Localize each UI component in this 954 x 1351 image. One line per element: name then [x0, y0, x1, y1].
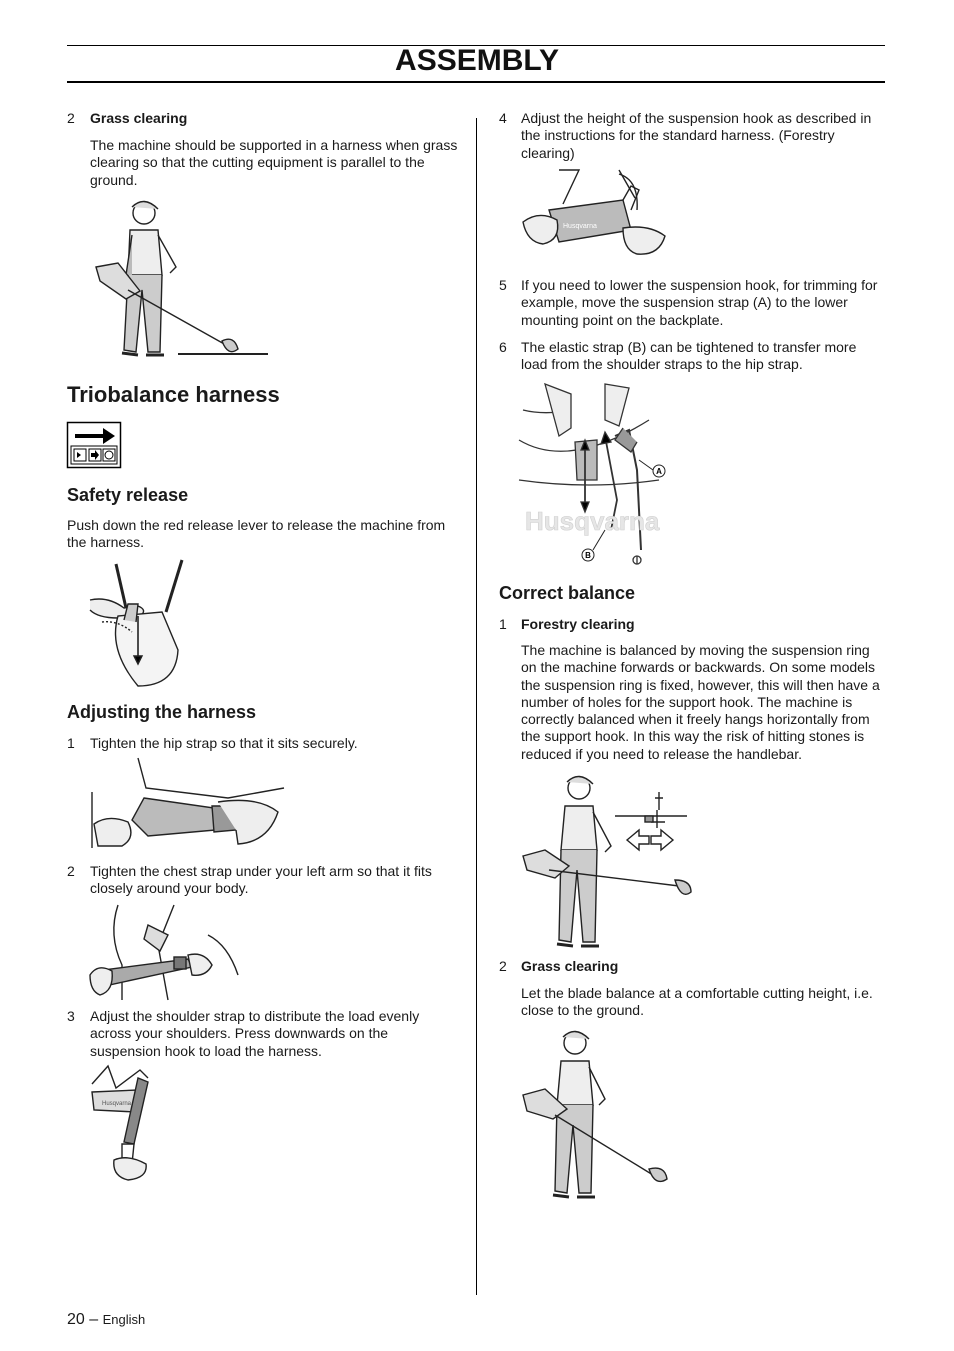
step-number: 4	[499, 110, 507, 126]
callout-b-label: B	[585, 551, 591, 560]
step-text: Adjust the shoulder strap to distribute the load evenly across your shoulders. Press downwards on the suspension hook to load the harness.	[90, 1008, 420, 1059]
suspension-hook-illustration	[519, 170, 674, 270]
step-number: 2	[67, 110, 75, 126]
callout-a-label: A	[656, 467, 662, 476]
grass-balance-illustration	[519, 1025, 674, 1200]
step-number: 6	[499, 339, 507, 355]
step-number: 2	[67, 863, 75, 879]
step-text: Adjust the height of the suspension hook as described in the instructions for the standard harness. (Forestry clearing)	[521, 110, 872, 161]
step-title: Forestry clearing	[521, 616, 635, 632]
brand-watermark: Husqvarna	[525, 506, 660, 536]
step-text: Let the blade balance at a comfortable cutting height, i.e. close to the ground.	[521, 985, 873, 1019]
chest-strap-illustration	[88, 905, 243, 1000]
grass-clearing-illustration	[88, 195, 273, 365]
brand-mark-small: Husqvarna	[102, 1101, 132, 1107]
step-text: The elastic strap (B) can be tightened to transfer more load from the shoulder straps to the hip strap.	[521, 339, 857, 373]
step-text: If you need to lower the suspension hook, for trimming for example, move the suspension strap (A) to the lower mounting point on the backplate.	[521, 277, 878, 328]
step-text: The machine is balanced by moving the suspension ring on the machine forwards or backwards. On some models the suspension ring is fixed, however, this will then have a number of holes for the support hook. The machine is correctly balanced when it freely hangs horizontally from the support hook. In this way the risk of hitting stones is reduced if you need to release the handlebar.	[521, 642, 880, 762]
column-divider	[476, 118, 477, 1295]
step-number: 2	[499, 958, 507, 974]
step-number: 3	[67, 1008, 75, 1024]
section-title: Triobalance harness	[67, 382, 280, 407]
step-text: The machine should be supported in a harness when grass clearing so that the cutting equipment is parallel to the ground.	[90, 137, 458, 188]
step-number: 1	[499, 616, 507, 632]
brand-mark-small: Husqvarna	[563, 223, 597, 230]
shoulder-strap-illustration	[88, 1064, 158, 1180]
subsection-title: Correct balance	[499, 583, 636, 603]
hip-strap-illustration	[88, 758, 293, 853]
page-number: 20 –	[67, 1311, 99, 1328]
step-text: Tighten the chest strap under your left arm so that it fits closely around your body.	[90, 863, 432, 897]
subsection-title: Safety release	[67, 485, 189, 505]
page-title: ASSEMBLY	[395, 44, 559, 77]
step-title: Grass clearing	[90, 110, 188, 126]
language-label: English	[102, 1312, 146, 1327]
backplate-straps-illustration	[519, 380, 669, 570]
reference-arrow-icon	[67, 422, 121, 468]
forestry-balance-illustration	[519, 770, 699, 950]
header-bottom-rule	[67, 81, 885, 83]
subsection-title: Adjusting the harness	[67, 702, 257, 722]
step-number: 5	[499, 277, 507, 293]
step-number: 1	[67, 735, 75, 751]
safety-release-illustration	[88, 560, 188, 690]
page-footer	[67, 1311, 145, 1329]
paragraph: Push down the red release lever to release the machine from the harness.	[67, 517, 446, 551]
step-text: Tighten the hip strap so that it sits securely.	[90, 735, 358, 751]
step-title: Grass clearing	[521, 958, 619, 974]
